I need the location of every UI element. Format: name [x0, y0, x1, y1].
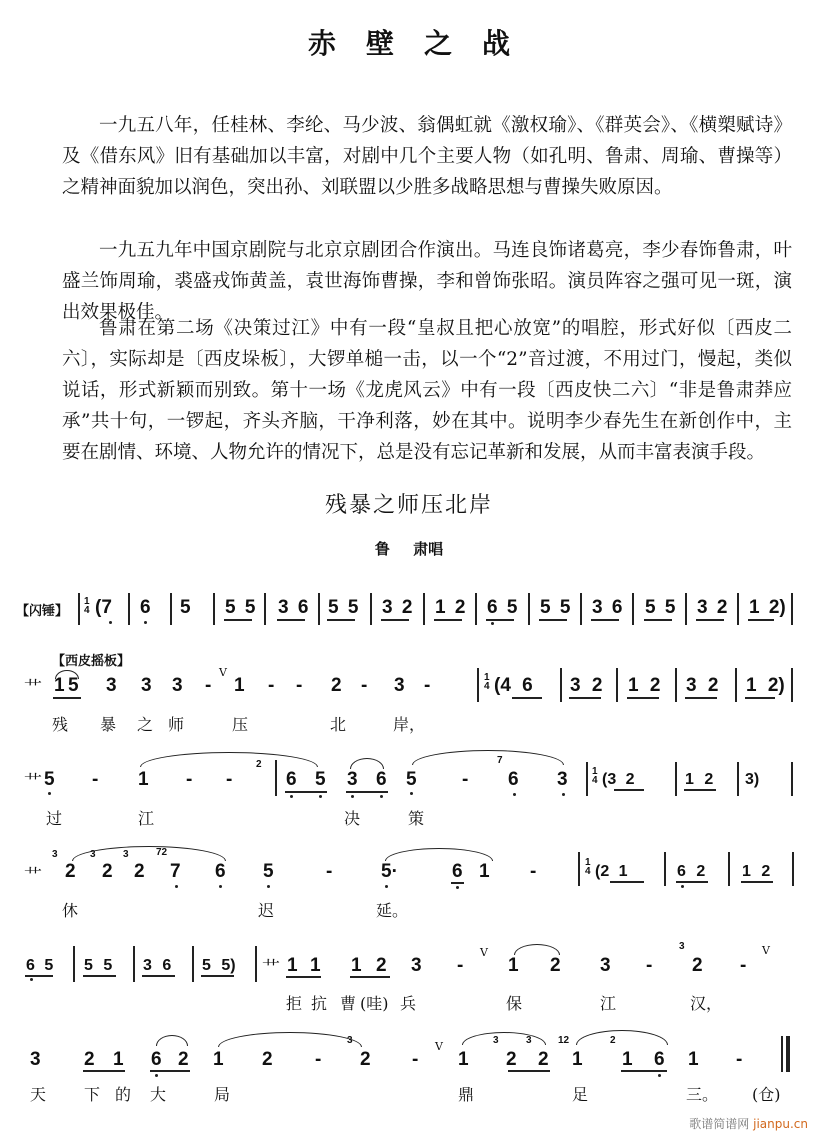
note: 6: [215, 861, 226, 882]
note: 5: [263, 861, 274, 882]
underline: [512, 697, 542, 699]
barline: [133, 946, 135, 982]
barline: [737, 762, 739, 796]
note: (7: [95, 597, 112, 618]
note-pair: 3 6: [592, 597, 623, 618]
note: 3: [411, 955, 422, 976]
low-octave-dot: [144, 621, 147, 624]
note-pair: (3 2: [602, 771, 635, 788]
lyric: (仓): [752, 1085, 781, 1104]
dash: -: [462, 769, 469, 790]
barline: [664, 852, 666, 886]
underline: [201, 975, 234, 977]
note: 1: [508, 955, 519, 976]
barline: [728, 852, 730, 886]
grace-note: 7: [497, 755, 503, 766]
note: 1: [479, 861, 490, 882]
lyric: 下: [84, 1085, 101, 1104]
note: 6: [452, 861, 463, 882]
note: 1: [572, 1049, 583, 1070]
grace-note: 3: [52, 849, 58, 860]
barline: [675, 762, 677, 796]
underline: [486, 619, 514, 621]
lyric: 大: [150, 1085, 167, 1104]
note-pair: 6 5: [487, 597, 518, 618]
watermark-site: jianpu.cn: [753, 1117, 808, 1131]
time-signature: 1 4: [84, 596, 90, 616]
slur: [385, 848, 493, 861]
barline: [560, 668, 562, 702]
low-octave-dot: [175, 885, 178, 888]
grace-note: 3: [347, 1035, 353, 1046]
underline: [142, 975, 175, 977]
note: 2: [692, 955, 703, 976]
lyric: 局: [214, 1085, 231, 1104]
barline: [791, 762, 793, 796]
dash: -: [412, 1049, 419, 1070]
lyric: 北: [330, 715, 347, 734]
underline: [539, 619, 567, 621]
note: 1: [688, 1049, 699, 1070]
intro-label: 【闪锤】: [16, 604, 69, 619]
note-pair: 3 2: [570, 675, 603, 696]
lyric: 足: [572, 1085, 589, 1104]
barline: [528, 593, 530, 625]
grace-note: 2: [256, 759, 262, 770]
note-dotted: 5·: [381, 861, 398, 882]
breath-mark: V: [219, 666, 227, 679]
note: 6: [151, 1049, 162, 1070]
lyric: 岸，: [393, 715, 426, 734]
underline: [685, 697, 717, 699]
lyric: 压: [232, 715, 249, 734]
note: 2: [506, 1049, 517, 1070]
note: 1: [113, 1049, 124, 1070]
lyric: 之: [137, 715, 154, 734]
free-meter-mark: 艹: [24, 866, 42, 887]
low-octave-dot: [48, 792, 51, 795]
dash: -: [92, 769, 99, 790]
barline: [616, 668, 618, 702]
underline: [610, 881, 644, 883]
note-pair: 1 2: [628, 675, 661, 696]
note: 3: [30, 1049, 41, 1070]
lyric: 兵: [400, 994, 417, 1013]
time-signature: 1 4: [592, 766, 598, 786]
dash: -: [315, 1049, 322, 1070]
note: 3: [141, 675, 152, 696]
low-octave-dot: [351, 795, 354, 798]
lyric: (哇): [360, 994, 389, 1013]
dash: -: [740, 955, 747, 976]
dash: -: [326, 861, 333, 882]
note: 2: [360, 1049, 371, 1070]
section-label: 【西皮摇板】: [52, 654, 131, 669]
barline: [213, 593, 215, 625]
note-pair: 6 2: [677, 863, 706, 880]
note: 5: [180, 597, 191, 618]
grace-note: 3: [679, 941, 685, 952]
breath-mark: V: [435, 1040, 443, 1053]
watermark: [689, 1115, 808, 1132]
barline: [632, 593, 634, 625]
slur: [218, 1032, 362, 1047]
note-pair: 5 5: [84, 957, 113, 974]
note: 3: [557, 769, 568, 790]
note-pair: (2 1: [595, 863, 628, 880]
note: 2: [65, 861, 76, 882]
low-octave-dot: [319, 795, 322, 798]
note: 7: [170, 861, 181, 882]
note: 5: [406, 769, 417, 790]
note: 5: [68, 675, 79, 696]
underline: [748, 619, 774, 621]
lyric: 过: [46, 809, 63, 828]
lyric: 延。: [376, 901, 409, 920]
breath-mark: V: [480, 946, 488, 959]
time-signature: 1 4: [484, 672, 490, 692]
low-octave-dot: [491, 622, 494, 625]
low-octave-dot: [513, 793, 516, 796]
lyric: 鼎: [458, 1085, 475, 1104]
note: 2: [84, 1049, 95, 1070]
underline: [346, 791, 388, 793]
final-barline-thick: [786, 1036, 790, 1072]
note: 1: [234, 675, 245, 696]
underline: [508, 1070, 550, 1072]
note: 2: [550, 955, 561, 976]
barline: [275, 760, 277, 796]
lyric: 天: [30, 1085, 47, 1104]
barline: [170, 593, 172, 625]
barline: [475, 593, 477, 625]
note-pair: 5 5: [328, 597, 359, 618]
lyric: 策: [408, 809, 425, 828]
lyric: 江: [600, 994, 617, 1013]
slur: [156, 1035, 188, 1046]
grace-note: 2: [610, 1035, 616, 1046]
lyric: 的: [115, 1085, 132, 1104]
free-meter-mark: 艹: [24, 678, 42, 699]
dash: -: [457, 955, 464, 976]
note-pair: 1 2): [746, 675, 785, 696]
note-pair: 5 5: [540, 597, 571, 618]
free-meter-mark: 艹: [262, 958, 280, 979]
underline: [286, 976, 321, 978]
note: 2: [376, 955, 387, 976]
barline: [685, 593, 687, 625]
note: 3: [106, 675, 117, 696]
dash: -: [646, 955, 653, 976]
note-pair: 1 2: [435, 597, 466, 618]
underline: [150, 1070, 190, 1072]
slur: [576, 1030, 668, 1045]
paragraph-2: 一九五九年中国京剧院与北京京剧团合作演出。马连良饰诸葛亮，李少春饰鲁肃，叶盛兰饰周瑜，裘盛戎饰黄盖，袁世海饰曹操，李和曾饰张昭。演员阵容之强可见一斑，演出效果极佳。: [62, 240, 792, 323]
barline: [735, 668, 737, 702]
underline: [745, 697, 775, 699]
grace-note: 3: [90, 849, 96, 860]
note: 3: [172, 675, 183, 696]
note: 2: [134, 861, 145, 882]
note-pair: 6 5: [26, 957, 54, 974]
lyric: 拒: [286, 994, 303, 1013]
lyric: 决: [344, 809, 361, 828]
grace-note: 72: [156, 847, 168, 858]
paragraph-3: 鲁肃在第二场《决策过江》中有一段“皇叔且把心放宽”的唱腔，形式好似〔西皮二六〕，实际却是〔西皮垛板〕，大锣单槌一击，以一个“2”音过渡，不用过门，慢起，类似说话，形式新颖而别致。第十一场《龙虎风云》中有一段〔西皮快二六〕“非是鲁肃莽应承”共十句，一锣起，齐头齐脑，干净利落，妙在其中。说明李少春先生在新创作中，主要在剧情、环境、人物允许的情况下，总是没有忘记革新和发展，从而丰富表演手段。: [62, 318, 792, 463]
barline: [477, 668, 479, 702]
underline: [696, 619, 724, 621]
underline: [25, 975, 53, 977]
barline: [318, 593, 320, 625]
underline: [627, 697, 659, 699]
barline: [370, 593, 372, 625]
grace-note: 3: [526, 1035, 532, 1046]
underline: [621, 1070, 667, 1072]
barline: [192, 946, 194, 982]
underline: [285, 791, 327, 793]
underline: [591, 619, 619, 621]
final-barline-thin: [781, 1036, 783, 1072]
low-octave-dot: [267, 885, 270, 888]
note: 2: [538, 1049, 549, 1070]
barline: [255, 946, 257, 982]
slur: [514, 944, 560, 955]
barline: [580, 593, 582, 625]
page-title: 赤壁之战: [307, 27, 540, 60]
lyric: 残: [52, 715, 69, 734]
dash: -: [186, 769, 193, 790]
note-pair: 5 5: [225, 597, 256, 618]
dash: -: [205, 675, 212, 696]
note: 2: [102, 861, 113, 882]
lyric: 暴: [100, 715, 117, 734]
underline: [741, 881, 773, 883]
underline: [451, 882, 464, 884]
barline: [791, 593, 793, 625]
underline: [327, 619, 355, 621]
note: 6: [508, 769, 519, 790]
grace-note: 12: [558, 1035, 570, 1046]
time-signature: 1 4: [585, 857, 591, 877]
note-pair: 3 2: [697, 597, 728, 618]
barline: [423, 593, 425, 625]
slur: [412, 750, 564, 765]
note: 2: [331, 675, 342, 696]
low-octave-dot: [658, 1074, 661, 1077]
underline: [434, 619, 462, 621]
note-pair: 3 6: [278, 597, 309, 618]
low-octave-dot: [410, 792, 413, 795]
slur: [462, 1032, 546, 1045]
dash: -: [736, 1049, 743, 1070]
note: 3: [600, 955, 611, 976]
slur: [140, 752, 318, 767]
underline: [676, 881, 708, 883]
barline: [264, 593, 266, 625]
note: 1: [458, 1049, 469, 1070]
underline: [644, 619, 672, 621]
lyric: 保: [506, 994, 523, 1013]
lyric: 三。: [686, 1085, 719, 1104]
dash: -: [424, 675, 431, 696]
note: 5: [315, 769, 326, 790]
lyric: 江: [138, 809, 155, 828]
barline: [78, 593, 80, 625]
barline: [128, 593, 130, 625]
low-octave-dot: [681, 885, 684, 888]
lyric: 汉，: [690, 994, 723, 1013]
paragraph-1: 一九五八年，任桂林、李纶、马少波、翁偶虹就《激权瑜》、《群英会》、《横槊赋诗》及《借东风》旧有基础加以丰富，对剧中几个主要人物（如孔明、鲁肃、周瑜、曹操等）之精神面貌加以润色，突出孙、刘联盟以少胜多战略思想与曹操失败原因。: [62, 115, 792, 198]
low-octave-dot: [30, 978, 33, 981]
grace-note: 3: [123, 849, 129, 860]
underline: [53, 697, 81, 699]
note: 2: [262, 1049, 273, 1070]
note-pair: 3 2: [382, 597, 413, 618]
slur: [350, 758, 384, 769]
underline: [83, 975, 116, 977]
note: 1: [351, 955, 362, 976]
low-octave-dot: [155, 1074, 158, 1077]
underline: [381, 619, 409, 621]
note: 6: [140, 597, 151, 618]
note: 6: [376, 769, 387, 790]
note-pair: 5 5: [645, 597, 676, 618]
underline: [569, 697, 601, 699]
note-pair: (4 6: [494, 675, 533, 696]
lyric: 休: [62, 901, 79, 920]
underline: [224, 619, 252, 621]
dash: -: [268, 675, 275, 696]
singer-credit: 鲁 肃唱: [374, 540, 444, 558]
low-octave-dot: [219, 885, 222, 888]
dash: -: [296, 675, 303, 696]
note: 1: [287, 955, 298, 976]
breath-mark: V: [762, 944, 770, 957]
note-pair: 1 2): [749, 597, 786, 618]
free-meter-mark: 艹: [24, 772, 42, 793]
note: 1: [213, 1049, 224, 1070]
note: 1: [138, 769, 149, 790]
grace-note: 3: [493, 1035, 499, 1046]
note: 5: [44, 769, 55, 790]
note: 1: [54, 675, 65, 696]
lyric: 迟: [258, 901, 275, 920]
underline: [83, 1070, 125, 1072]
note: 3: [347, 769, 358, 790]
underline: [684, 789, 716, 791]
note-pair: 1 2: [742, 863, 771, 880]
barline: [792, 852, 794, 886]
note-pair: 5 5): [202, 957, 236, 974]
note-pair: 1 2: [685, 771, 714, 788]
lyric: 抗: [311, 994, 328, 1013]
low-octave-dot: [385, 885, 388, 888]
low-octave-dot: [456, 886, 459, 889]
song-title: 残暴之师压北岸: [324, 493, 493, 518]
barline: [737, 593, 739, 625]
barline: [791, 668, 793, 702]
note: 1: [622, 1049, 633, 1070]
underline: [350, 976, 390, 978]
lyric: 曹: [340, 994, 357, 1013]
low-octave-dot: [380, 795, 383, 798]
note: 2: [178, 1049, 189, 1070]
note: 3: [394, 675, 405, 696]
lyric: 师: [168, 715, 185, 734]
low-octave-dot: [109, 621, 112, 624]
note: 6: [286, 769, 297, 790]
watermark-text: 歌谱简谱网: [689, 1117, 750, 1131]
barline: [578, 852, 580, 886]
dash: -: [226, 769, 233, 790]
note-pair: 3 2: [686, 675, 719, 696]
note: 3): [745, 771, 760, 788]
note: 1: [310, 955, 321, 976]
low-octave-dot: [290, 795, 293, 798]
barline: [73, 946, 75, 982]
underline: [277, 619, 305, 621]
barline: [675, 668, 677, 702]
underline: [614, 789, 644, 791]
low-octave-dot: [562, 793, 565, 796]
barline: [586, 762, 588, 796]
note-pair: 3 6: [143, 957, 172, 974]
dash: -: [530, 861, 537, 882]
note: 6: [654, 1049, 665, 1070]
dash: -: [361, 675, 368, 696]
